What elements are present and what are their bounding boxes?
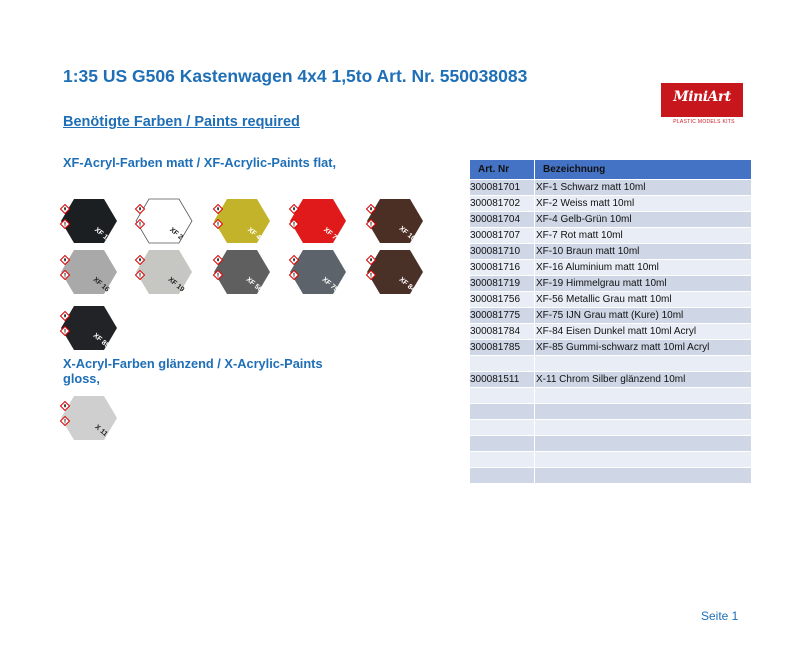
flammable-hazard-icon (60, 255, 70, 265)
table-row (470, 388, 751, 404)
description-cell (535, 468, 751, 483)
header-art-nr: Art. Nr (470, 160, 535, 179)
description-cell (535, 356, 751, 371)
description-cell: XF-84 Eisen Dunkel matt 10ml Acryl (536, 326, 697, 337)
page-title: 1:35 US G506 Kastenwagen 4x4 1,5to Art. Nr. 550038083 (63, 66, 528, 86)
description-cell: XF-4 Gelb-Grün 10ml (536, 214, 632, 225)
paint-code-label: XF 84 (397, 276, 417, 294)
flammable-hazard-icon (60, 311, 70, 321)
table-row (470, 180, 751, 196)
description-cell: XF-7 Rot matt 10ml (536, 230, 623, 241)
table-row (470, 420, 751, 436)
table-row (470, 196, 751, 212)
table-row (470, 372, 751, 388)
paint-code-label: XF 16 (91, 276, 111, 294)
art-nr-cell: 300081710 (470, 244, 535, 259)
paint-code-label: XF 10 (397, 225, 417, 243)
table-row (470, 260, 751, 276)
art-nr-cell (470, 388, 535, 403)
flammable-hazard-icon (60, 401, 70, 411)
description-cell (535, 452, 751, 467)
table-row (470, 308, 751, 324)
art-nr-cell: 300081716 (470, 260, 535, 275)
exclamation-hazard-icon (60, 219, 70, 229)
paint-code-label: X 11 (93, 423, 109, 439)
exclamation-hazard-icon (135, 219, 145, 229)
flammable-hazard-icon (366, 204, 376, 214)
paint-swatch (213, 197, 288, 245)
table-row (470, 292, 751, 308)
exclamation-hazard-icon (213, 270, 223, 280)
header-bezeichnung: Bezeichnung (543, 164, 606, 175)
flat-paints-heading: XF-Acryl-Farben matt / XF-Acrylic-Paints flat, (63, 155, 337, 170)
paint-code-label: XF 75 (320, 276, 340, 294)
paint-swatch (213, 248, 288, 296)
art-nr-cell: 300081511 (470, 372, 535, 387)
flammable-hazard-icon (289, 255, 299, 265)
paint-swatch (289, 248, 364, 296)
exclamation-hazard-icon (135, 270, 145, 280)
art-nr-cell: 300081784 (470, 324, 535, 339)
table-row (470, 324, 751, 340)
logo-text: MiniArt (673, 89, 731, 105)
description-cell: XF-85 Gummi-schwarz matt 10ml Acryl (536, 342, 710, 353)
miniart-logo (661, 83, 743, 125)
table-body (470, 180, 751, 484)
art-nr-cell: 300081702 (470, 196, 535, 211)
paint-swatch (135, 248, 210, 296)
table-header-row (470, 160, 751, 180)
art-nr-cell (470, 452, 535, 467)
table-row (470, 404, 751, 420)
description-cell: XF-56 Metallic Grau matt 10ml (536, 294, 672, 305)
table-row (470, 244, 751, 260)
flammable-hazard-icon (289, 204, 299, 214)
flammable-hazard-icon (135, 204, 145, 214)
exclamation-hazard-icon (60, 270, 70, 280)
table-row (470, 356, 751, 372)
paint-code-label: XF 85 (91, 332, 111, 350)
section-subtitle: Benötigte Farben / Paints required (63, 114, 300, 130)
description-cell: XF-2 Weiss matt 10ml (536, 198, 635, 209)
art-nr-cell: 300081785 (470, 340, 535, 355)
paint-code-label: XF 56 (244, 276, 264, 294)
paints-table (470, 160, 751, 484)
description-cell: XF-10 Braun matt 10ml (536, 246, 640, 257)
logo-tagline: PLASTIC MODELS KITS (673, 119, 735, 125)
art-nr-cell (470, 468, 535, 483)
flammable-hazard-icon (135, 255, 145, 265)
art-nr-cell (470, 420, 535, 435)
paint-code-label: XF 7 (322, 226, 338, 242)
page-number: Seite 1 (701, 609, 739, 623)
art-nr-cell (470, 404, 535, 419)
paint-code-label: XF 2 (168, 226, 184, 242)
paint-swatch (366, 197, 441, 245)
exclamation-hazard-icon (289, 270, 299, 280)
description-cell: XF-1 Schwarz matt 10ml (536, 182, 646, 193)
exclamation-hazard-icon (60, 326, 70, 336)
exclamation-hazard-icon (366, 270, 376, 280)
flammable-hazard-icon (213, 204, 223, 214)
art-nr-cell: 300081704 (470, 212, 535, 227)
exclamation-hazard-icon (289, 219, 299, 229)
flammable-hazard-icon (60, 204, 70, 214)
paint-swatch (60, 248, 135, 296)
description-cell (535, 388, 751, 403)
art-nr-cell: 300081701 (470, 180, 535, 195)
exclamation-hazard-icon (213, 219, 223, 229)
table-row (470, 436, 751, 452)
paint-swatch (289, 197, 364, 245)
table-row (470, 212, 751, 228)
paint-swatch (60, 197, 135, 245)
description-cell: X-11 Chrom Silber glänzend 10ml (536, 374, 686, 385)
table-row (470, 276, 751, 292)
paint-code-label: XF 19 (166, 276, 186, 294)
art-nr-cell (470, 356, 535, 371)
description-cell (535, 436, 751, 451)
flammable-hazard-icon (213, 255, 223, 265)
table-row (470, 468, 751, 484)
table-row (470, 452, 751, 468)
paint-swatch (366, 248, 441, 296)
paint-code-label: XF 4 (246, 226, 262, 242)
paint-swatch (60, 304, 135, 352)
exclamation-hazard-icon (366, 219, 376, 229)
exclamation-hazard-icon (60, 416, 70, 426)
description-cell: XF-16 Aluminium matt 10ml (536, 262, 659, 273)
table-row (470, 228, 751, 244)
gloss-paints-heading: X-Acryl-Farben glänzend / X-Acrylic-Paints gloss, (63, 356, 323, 386)
art-nr-cell: 300081707 (470, 228, 535, 243)
art-nr-cell (470, 436, 535, 451)
description-cell: XF-19 Himmelgrau matt 10ml (536, 278, 667, 289)
paint-swatch (135, 197, 210, 245)
art-nr-cell: 300081719 (470, 276, 535, 291)
art-nr-cell: 300081775 (470, 308, 535, 323)
flammable-hazard-icon (366, 255, 376, 265)
table-row (470, 340, 751, 356)
description-cell (535, 404, 751, 419)
art-nr-cell: 300081756 (470, 292, 535, 307)
description-cell (535, 420, 751, 435)
paint-swatch (60, 394, 135, 442)
paint-code-label: XF 1 (93, 226, 109, 242)
description-cell: XF-75 IJN Grau matt (Kure) 10ml (536, 310, 684, 321)
